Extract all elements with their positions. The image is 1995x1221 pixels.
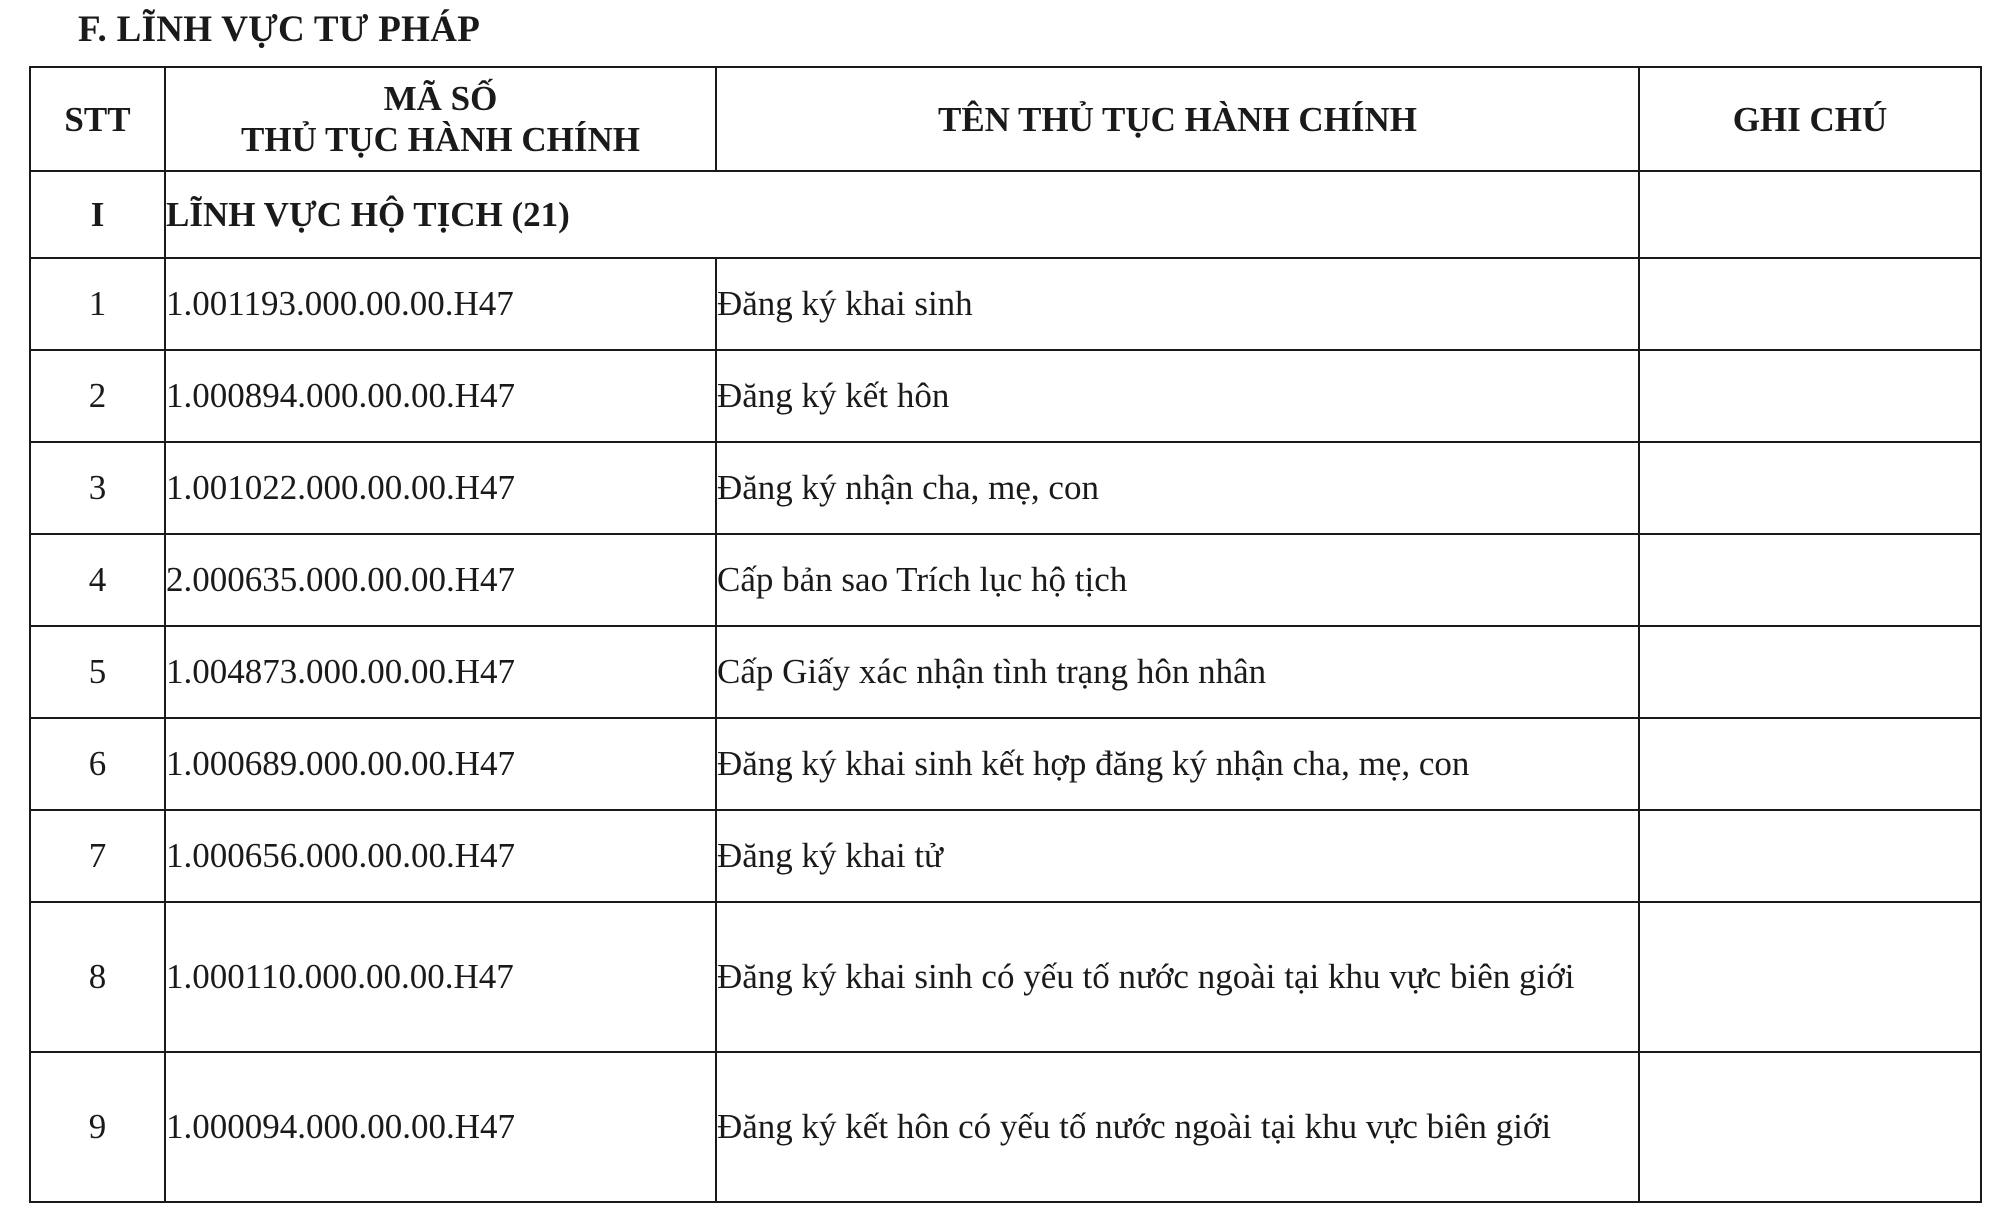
row-code: 2.000635.000.00.00.H47 — [165, 534, 716, 626]
row-code: 1.000689.000.00.00.H47 — [165, 718, 716, 810]
header-code-line1: MÃ SỐ — [383, 79, 498, 118]
table-row — [30, 534, 1981, 626]
row-note — [1639, 534, 1981, 626]
header-code — [165, 67, 716, 171]
header-name: TÊN THỦ TỤC HÀNH CHÍNH — [716, 67, 1639, 171]
row-note — [1639, 350, 1981, 442]
group-note-cell — [1639, 171, 1981, 258]
row-note — [1639, 1052, 1981, 1202]
table-row — [30, 902, 1981, 1052]
row-stt: 5 — [30, 626, 165, 718]
table-row — [30, 258, 1981, 350]
table-row — [30, 626, 1981, 718]
row-name: Đăng ký kết hôn có yếu tố nước ngoài tại khu vực biên giới — [716, 1052, 1639, 1202]
table-row — [30, 718, 1981, 810]
row-stt: 3 — [30, 442, 165, 534]
row-stt: 9 — [30, 1052, 165, 1202]
table-row — [30, 810, 1981, 902]
table-row — [30, 350, 1981, 442]
row-stt: 1 — [30, 258, 165, 350]
row-name: Đăng ký khai sinh — [716, 258, 1639, 350]
row-stt: 7 — [30, 810, 165, 902]
header-code-line2: THỦ TỤC HÀNH CHÍNH — [241, 120, 640, 159]
section-title: F. LĨNH VỰC TƯ PHÁP — [78, 9, 481, 50]
row-name: Cấp bản sao Trích lục hộ tịch — [716, 534, 1639, 626]
procedures-table — [29, 66, 1982, 1203]
row-note — [1639, 442, 1981, 534]
row-note — [1639, 902, 1981, 1052]
row-name: Đăng ký khai sinh kết hợp đăng ký nhận cha, mẹ, con — [716, 718, 1639, 810]
row-name: Đăng ký khai tử — [716, 810, 1639, 902]
header-stt: STT — [30, 67, 165, 171]
group-title: LĨNH VỰC HỘ TỊCH (21) — [165, 171, 1639, 258]
table-header-row — [30, 67, 1981, 171]
row-code: 1.000656.000.00.00.H47 — [165, 810, 716, 902]
row-stt: 6 — [30, 718, 165, 810]
group-row — [30, 171, 1981, 258]
row-note — [1639, 626, 1981, 718]
row-code: 1.000110.000.00.00.H47 — [165, 902, 716, 1052]
row-name: Đăng ký khai sinh có yếu tố nước ngoài tại khu vực biên giới — [716, 902, 1639, 1052]
table-row — [30, 442, 1981, 534]
row-stt: 4 — [30, 534, 165, 626]
row-code: 1.000094.000.00.00.H47 — [165, 1052, 716, 1202]
row-name: Đăng ký nhận cha, mẹ, con — [716, 442, 1639, 534]
row-code: 1.001193.000.00.00.H47 — [165, 258, 716, 350]
table-row — [30, 1052, 1981, 1202]
group-roman-number: I — [30, 171, 165, 258]
row-name: Đăng ký kết hôn — [716, 350, 1639, 442]
row-code: 1.000894.000.00.00.H47 — [165, 350, 716, 442]
row-note — [1639, 258, 1981, 350]
row-code: 1.004873.000.00.00.H47 — [165, 626, 716, 718]
header-note: GHI CHÚ — [1639, 67, 1981, 171]
row-name: Cấp Giấy xác nhận tình trạng hôn nhân — [716, 626, 1639, 718]
row-stt: 2 — [30, 350, 165, 442]
row-stt: 8 — [30, 902, 165, 1052]
row-code: 1.001022.000.00.00.H47 — [165, 442, 716, 534]
row-note — [1639, 718, 1981, 810]
row-note — [1639, 810, 1981, 902]
